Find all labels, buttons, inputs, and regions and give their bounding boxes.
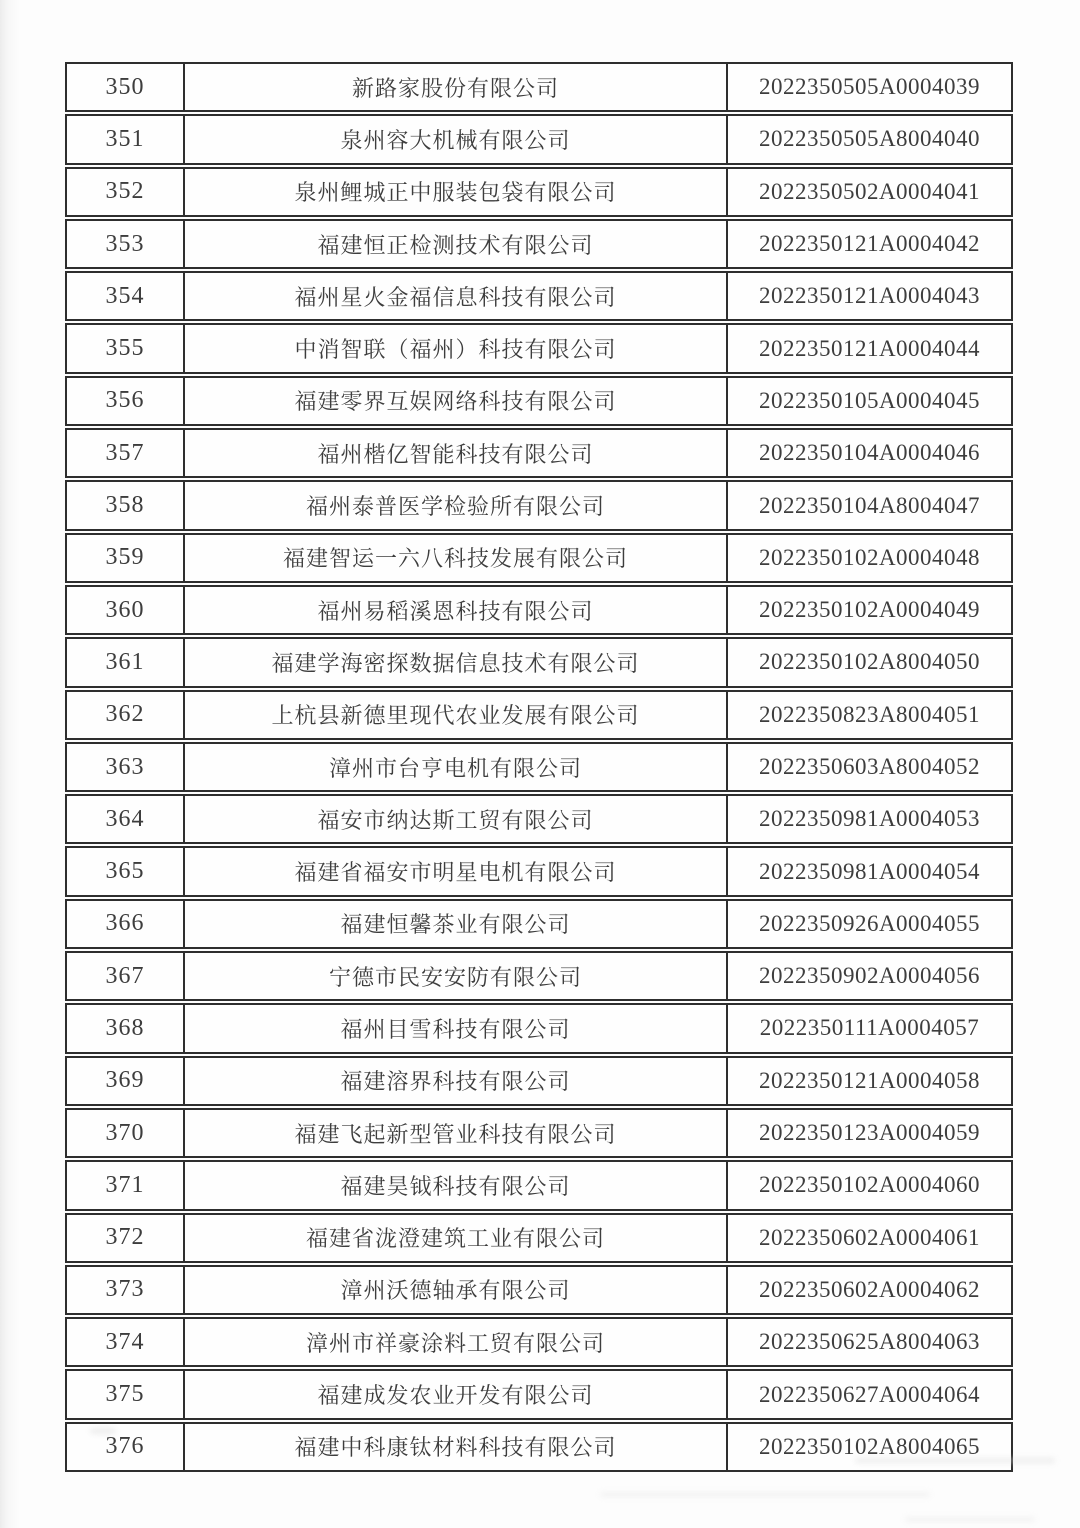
- scan-smudge: [905, 1517, 1035, 1522]
- company-name-cell: 福建恒正检测技术有限公司: [185, 221, 728, 267]
- company-name-cell: 福建零界互娱网络科技有限公司: [185, 378, 728, 424]
- table-row: [65, 846, 1013, 896]
- table-row: [65, 1369, 1013, 1419]
- scan-smudge: [855, 1458, 1055, 1463]
- row-index-cell: 351: [67, 116, 185, 162]
- registration-code-cell: 2022350121A0004058: [758, 1067, 981, 1093]
- row-index-cell: 366: [67, 901, 185, 947]
- table-row: [65, 1108, 1013, 1158]
- registration-code-cell: 2022350823A8004051: [758, 701, 981, 727]
- company-name-cell: 福建成发农业开发有限公司: [185, 1371, 728, 1417]
- company-name-cell: 福建飞起新型管业科技有限公司: [185, 1110, 728, 1156]
- registration-code-cell: 2022350981A0004054: [758, 858, 981, 884]
- table-row: [65, 1056, 1013, 1106]
- row-index-cell: 373: [67, 1267, 185, 1313]
- table-row: [65, 271, 1013, 321]
- table-row: [65, 1003, 1013, 1053]
- row-index-cell: 375: [67, 1371, 185, 1417]
- company-name-cell: 泉州鲤城正中服装包袋有限公司: [185, 169, 728, 215]
- table-row: [65, 951, 1013, 1001]
- company-name-cell: 福州目雪科技有限公司: [185, 1005, 728, 1051]
- row-index-cell: 367: [67, 953, 185, 999]
- row-index-cell: 356: [67, 378, 185, 424]
- row-index-cell: 355: [67, 325, 185, 371]
- row-index-cell: 365: [67, 848, 185, 894]
- row-index-cell: 350: [67, 64, 185, 110]
- row-index-cell: 369: [67, 1058, 185, 1104]
- company-name-cell: 新路家股份有限公司: [185, 64, 728, 110]
- row-index-cell: 354: [67, 273, 185, 319]
- company-name-cell: 宁德市民安安防有限公司: [185, 953, 728, 999]
- table-row: [65, 637, 1013, 687]
- scan-smudge: [90, 1428, 116, 1434]
- table-row: [65, 1213, 1013, 1263]
- registration-code-cell: 2022350602A0004061: [758, 1224, 981, 1250]
- company-name-cell: 福建省福安市明星电机有限公司: [185, 848, 728, 894]
- registration-code-cell: 2022350602A0004062: [758, 1276, 981, 1302]
- registration-code-cell: 2022350603A8004052: [758, 754, 981, 779]
- registration-code-cell: 2022350111A0004057: [759, 1015, 980, 1041]
- company-name-cell: 漳州沃德轴承有限公司: [185, 1267, 728, 1313]
- registration-code-cell: 2022350505A8004040: [758, 126, 981, 152]
- company-name-cell: 福建恒馨茶业有限公司: [185, 901, 728, 947]
- table-row: [65, 480, 1013, 530]
- row-index-cell: 363: [67, 744, 185, 790]
- table-row: [65, 167, 1013, 217]
- row-index-cell: 359: [67, 535, 185, 581]
- row-index-cell: 374: [67, 1319, 185, 1365]
- table-row: [65, 1160, 1013, 1210]
- table-row: [65, 533, 1013, 583]
- registration-code-cell: 2022350121A0004043: [758, 283, 981, 309]
- table-row: [65, 742, 1013, 792]
- table-row: [65, 899, 1013, 949]
- table-row: [65, 794, 1013, 844]
- company-name-cell: 福建溶界科技有限公司: [185, 1058, 728, 1104]
- table-row: [65, 62, 1013, 112]
- scan-smudge: [600, 1492, 930, 1497]
- table-row: [65, 219, 1013, 269]
- table-row: [65, 1265, 1013, 1315]
- table-row: [65, 376, 1013, 426]
- company-name-cell: 福建智运一六八科技发展有限公司: [185, 535, 728, 581]
- registration-code-cell: 2022350625A8004063: [758, 1329, 981, 1355]
- company-table: [65, 62, 1013, 1472]
- row-index-cell: 370: [67, 1110, 185, 1156]
- row-index-cell: 360: [67, 587, 185, 633]
- registration-code-cell: 2022350102A0004060: [758, 1172, 981, 1198]
- registration-code-cell: 2022350102A8004050: [758, 649, 981, 675]
- company-name-cell: 福建昊钺科技有限公司: [185, 1162, 728, 1208]
- registration-code-cell: 2022350104A0004046: [758, 440, 981, 466]
- registration-code-cell: 2022350121A0004042: [758, 231, 981, 257]
- registration-code-cell: 2022350902A0004056: [758, 963, 981, 989]
- table-row: [65, 690, 1013, 740]
- registration-code-cell: 2022350121A0004044: [758, 335, 981, 361]
- row-index-cell: 352: [67, 169, 185, 215]
- row-index-cell: 376: [67, 1424, 185, 1470]
- registration-code-cell: 2022350505A0004039: [758, 74, 981, 100]
- company-name-cell: 福州星火金福信息科技有限公司: [185, 273, 728, 319]
- table-row: [65, 585, 1013, 635]
- company-name-cell: 福州易稻溪恩科技有限公司: [185, 587, 728, 633]
- row-index-cell: 361: [67, 639, 185, 685]
- company-name-cell: 福建中科康钛材料科技有限公司: [185, 1424, 728, 1470]
- table-row: [65, 428, 1013, 478]
- row-index-cell: 371: [67, 1162, 185, 1208]
- registration-code-cell: 2022350926A0004055: [758, 910, 981, 936]
- table-row: [65, 1317, 1013, 1367]
- registration-code-cell: 2022350502A0004041: [758, 178, 981, 204]
- registration-code-cell: 2022350102A0004048: [758, 544, 981, 570]
- company-name-cell: 福建省泷澄建筑工业有限公司: [185, 1215, 728, 1261]
- table-row: [65, 1422, 1013, 1472]
- company-name-cell: 上杭县新德里现代农业发展有限公司: [185, 692, 728, 738]
- row-index-cell: 362: [67, 692, 185, 738]
- row-index-cell: 353: [67, 221, 185, 267]
- registration-code-cell: 2022350123A0004059: [758, 1120, 981, 1146]
- registration-code-cell: 2022350104A8004047: [758, 492, 981, 518]
- row-index-cell: 372: [67, 1215, 185, 1261]
- company-name-cell: 福州楷亿智能科技有限公司: [185, 430, 728, 476]
- row-index-cell: 357: [67, 430, 185, 476]
- company-name-cell: 福建学海密探数据信息技术有限公司: [185, 639, 728, 685]
- company-name-cell: 福州泰普医学检验所有限公司: [185, 482, 728, 528]
- registration-code-cell: 2022350105A0004045: [758, 387, 981, 413]
- row-index-cell: 358: [67, 482, 185, 528]
- row-index-cell: 364: [67, 796, 185, 842]
- registration-code-cell: 2022350981A0004053: [758, 806, 981, 832]
- registration-code-cell: 2022350102A8004065: [758, 1433, 981, 1459]
- company-name-cell: 漳州市祥豪涂料工贸有限公司: [185, 1319, 728, 1365]
- company-name-cell: 漳州市台亨电机有限公司: [185, 744, 728, 790]
- row-index-cell: 368: [67, 1005, 185, 1051]
- company-name-cell: 福安市纳达斯工贸有限公司: [185, 796, 728, 842]
- registration-code-cell: 2022350627A0004064: [758, 1381, 981, 1407]
- registration-code-cell: 2022350102A0004049: [758, 597, 981, 623]
- table-row: [65, 114, 1013, 164]
- table-row: [65, 323, 1013, 373]
- company-name-cell: 泉州容大机械有限公司: [185, 116, 728, 162]
- company-name-cell: 中消智联（福州）科技有限公司: [185, 325, 728, 371]
